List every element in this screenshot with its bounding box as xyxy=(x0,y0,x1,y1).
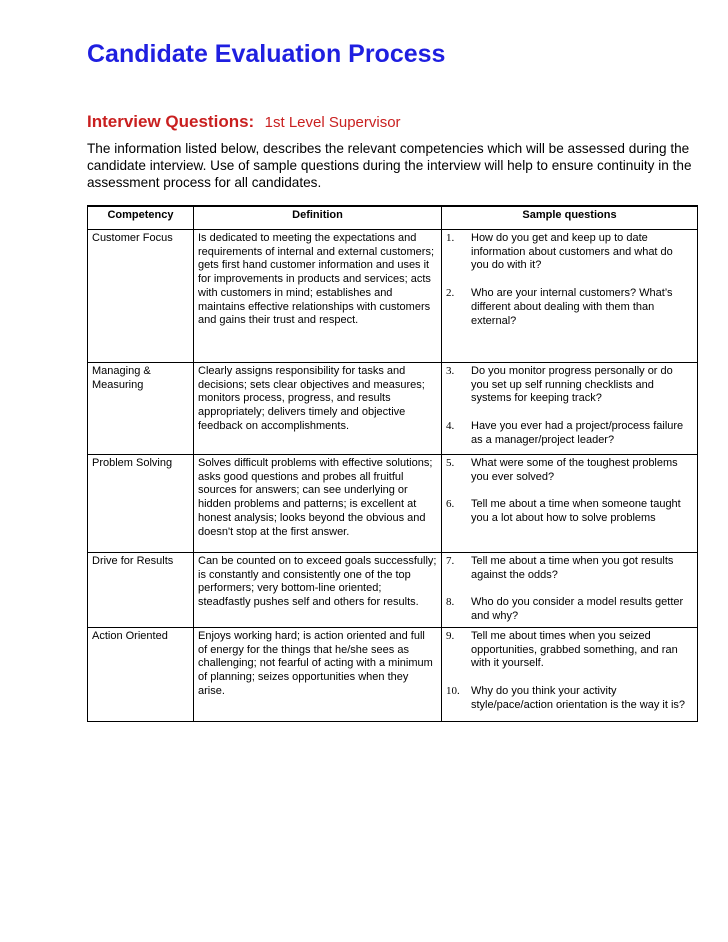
intro-paragraph: The information listed below, describes the relevant competencies which will be assessed during the candidate interview. Use of sample questions during the interview will help to ensure continuity in the assessment process for all candidates. xyxy=(87,141,692,190)
question-item xyxy=(446,596,693,623)
definition-cell: Enjoys working hard; is action oriented and full of energy for the things that he/she sees as challenging; not fearful of acting with a minimum of planning; seizes opportunities when they arise. xyxy=(194,627,442,721)
definition-cell: Is dedicated to meeting the expectations and requirements of internal and external customers; gets first hand customer information and uses it for improvements in products and services; acts with customers in mind; establishes and maintains effective relationships with customers and gains their trust and respect. xyxy=(194,230,442,363)
subtitle-role: 1st Level Supervisor xyxy=(264,114,401,131)
table-row xyxy=(88,627,698,721)
questions-cell xyxy=(442,363,698,455)
subtitle xyxy=(87,112,401,132)
subtitle-label: Interview Questions: xyxy=(87,112,255,131)
question-text: What were some of the toughest problems you ever solved? xyxy=(471,457,678,483)
question-text: Tell me about a time when you got results against the odds? xyxy=(471,555,674,581)
question-item xyxy=(446,365,693,406)
question-text: Do you monitor progress personally or do you set up self running checklists and systems for keeping track? xyxy=(471,365,673,405)
question-text: Why do you think your activity style/pace/action orientation is the way it is? xyxy=(471,684,686,711)
question-text: How do you get and keep up to date information about customers and what do you do with it? xyxy=(471,232,673,272)
competency-cell: Drive for Results xyxy=(88,553,194,628)
definition-cell: Solves difficult problems with effective solutions; asks good questions and probes all fruitful sources for answers; can see underlying or hidden problems and patterns; is excellent at honest analysis; looks beyond the obvious and doesn't stop at the first answer. xyxy=(194,455,442,553)
competency-cell: Managing & Measuring xyxy=(88,363,194,455)
question-number: 1. xyxy=(446,232,455,244)
table-header-row xyxy=(88,206,698,230)
page-title: Candidate Evaluation Process xyxy=(87,40,446,68)
question-text: Have you ever had a project/process failure as a manager/project leader? xyxy=(471,420,684,446)
question-item xyxy=(446,457,693,484)
question-number: 9. xyxy=(446,629,455,642)
question-item xyxy=(446,287,693,328)
questions-cell xyxy=(442,455,698,553)
question-text: Tell me about times when you seized opportunities, grabbed something, and ran with it yourself. xyxy=(471,629,678,670)
questions-cell xyxy=(442,627,698,721)
question-number: 3. xyxy=(446,365,455,377)
question-text: Who do you consider a model results getter and why? xyxy=(471,596,684,623)
question-item xyxy=(446,630,693,671)
question-text: Who are your internal customers? What’s different about dealing with them than external? xyxy=(471,287,673,327)
question-number: 5. xyxy=(446,457,455,469)
questions-cell xyxy=(442,230,698,363)
question-item xyxy=(446,498,693,525)
question-number: 10. xyxy=(446,684,460,697)
question-number: 4. xyxy=(446,420,455,433)
competency-cell: Action Oriented xyxy=(88,627,194,721)
question-item xyxy=(446,555,693,582)
competency-cell: Problem Solving xyxy=(88,455,194,553)
question-item xyxy=(446,232,693,273)
competency-table xyxy=(87,205,698,722)
question-item xyxy=(446,420,693,447)
header-sample-questions: Sample questions xyxy=(442,206,698,230)
table-row xyxy=(88,230,698,363)
question-text: Tell me about a time when someone taught you a lot about how to solve problems xyxy=(471,498,681,525)
questions-cell xyxy=(442,553,698,628)
table-row xyxy=(88,553,698,628)
header-competency: Competency xyxy=(88,206,194,230)
question-number: 2. xyxy=(446,287,455,300)
table-row xyxy=(88,455,698,553)
competency-cell: Customer Focus xyxy=(88,230,194,363)
table-row xyxy=(88,363,698,455)
question-item xyxy=(446,685,693,712)
question-number: 7. xyxy=(446,555,455,567)
header-definition: Definition xyxy=(194,206,442,230)
question-number: 6. xyxy=(446,498,455,511)
definition-cell: Can be counted on to exceed goals successfully; is constantly and consistently one of the top performers; very bottom-line oriented; steadfastly pushes self and others for results. xyxy=(194,553,442,628)
definition-cell: Clearly assigns responsibility for tasks and decisions; sets clear objectives and measures; monitors process, progress, and results appropriately; delivers timely and objective feedback on accomplishments. xyxy=(194,363,442,455)
question-number: 8. xyxy=(446,596,455,609)
